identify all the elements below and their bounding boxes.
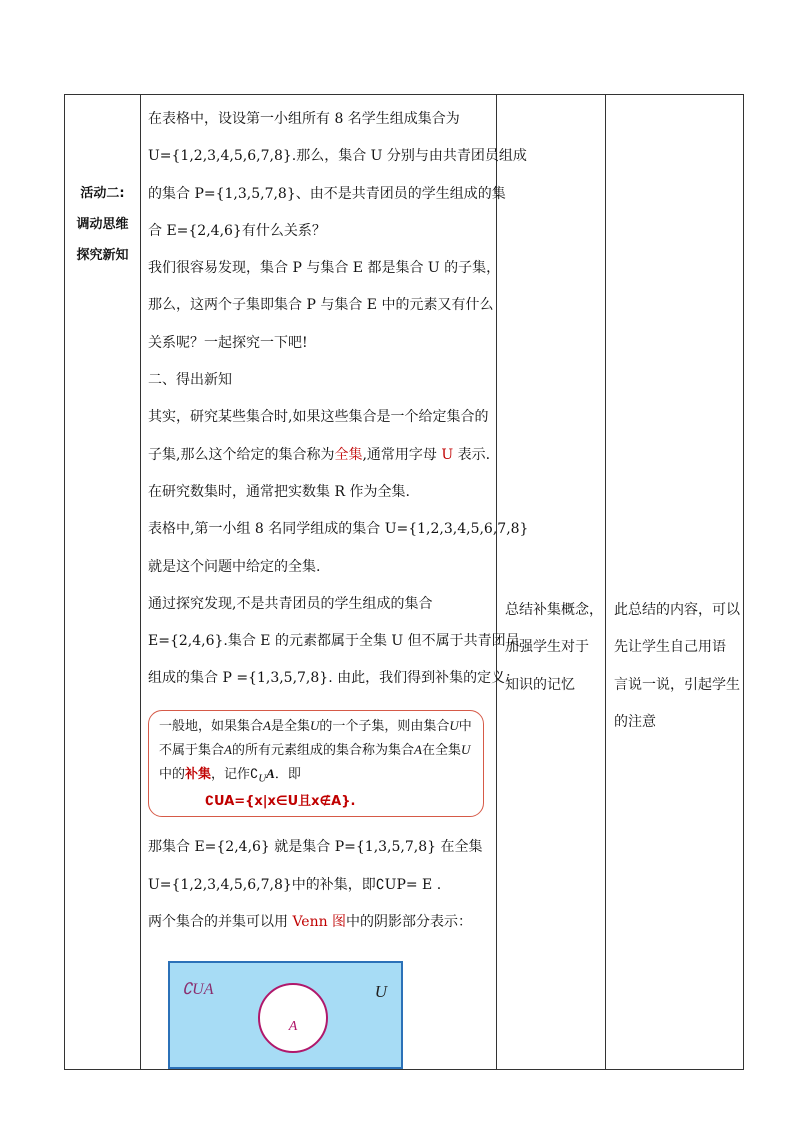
math-symbol: A: [413, 741, 422, 757]
paragraph: 就是这个问题中给定的全集.: [148, 558, 321, 575]
paragraph: [148, 904, 496, 941]
paragraph: 那么，这两个子集即集合 P 与集合 E 中的元素又有什么: [148, 297, 494, 314]
activity-title: 活动二:: [80, 186, 125, 201]
text-span: 表示.: [453, 446, 491, 463]
paragraph: 那集合 E={2,4,6} 就是集合 P={1,3,5,7,8} 在全集: [148, 839, 483, 856]
intent-cell: [497, 95, 606, 1070]
paragraph: [148, 437, 496, 474]
set-a-label: A: [288, 1019, 298, 1035]
definition-line: [159, 738, 475, 762]
text-span: 的一个子集，则由集合: [319, 718, 450, 734]
math-symbol: U: [309, 717, 320, 733]
paragraph: 关系呢？一起探究一下吧!: [148, 334, 308, 351]
note-line: 的注意: [614, 713, 656, 730]
complement-label: ∁UA: [182, 981, 214, 999]
paragraph: E={2,4,6}.集合 E 的元素都属于全集 U 但不属于共青团员: [148, 633, 520, 650]
lesson-table: [64, 94, 744, 1070]
text-span: ,通常用字母: [362, 446, 442, 463]
text-span: 一般地，如果集合: [159, 718, 264, 734]
term-complement: 补集: [185, 766, 212, 782]
note-line: 先让学生自己用语: [614, 639, 726, 656]
paragraph: 我们很容易发现，集合 P 与集合 E 都是集合 U 的子集，: [148, 260, 501, 277]
math-symbol: A: [263, 717, 271, 733]
text-span: 是全集: [270, 718, 310, 734]
paragraph: 组成的集合 P ={1,3,5,7,8}. 由此，我们得到补集的定义：: [148, 670, 520, 687]
section-heading: 二、得出新知: [148, 372, 232, 389]
note-line: 言说一说，引起学生: [614, 676, 740, 693]
activity-subtitle-1: 调动思维: [76, 217, 129, 232]
paragraph: 通过探究发现,不是共青团员的学生组成的集合: [148, 595, 433, 612]
math-subscript: U: [258, 772, 267, 785]
text-span: 中: [458, 718, 472, 734]
content-cell: [141, 95, 529, 1070]
definition-line: [159, 714, 475, 738]
text-span: 子集,那么这个给定的集合称为: [148, 446, 335, 463]
text-span: 的所有元素组成的集合称为集合: [231, 742, 414, 758]
paragraph: U={1,2,3,4,5,6,7,8}.那么，集合 U 分别与由共青团员组成: [148, 148, 527, 165]
activity-cell: [65, 95, 141, 1070]
intent-line: 总结补集概念，: [505, 602, 603, 618]
text-span: ．即: [274, 766, 301, 782]
paragraph: 表格中,第一小组 8 名同学组成的集合 U={1,2,3,4,5,6,7,8}: [148, 521, 529, 538]
paragraph: 在研究数集时，通常把实数集 R 作为全集.: [148, 483, 410, 500]
note-line: 此总结的内容，可以: [614, 602, 740, 618]
text-span: ，记作∁: [211, 766, 259, 782]
definition-line: [159, 762, 475, 791]
intent-line: 知识的记忆: [505, 676, 575, 693]
paragraph: 合 E={2,4,6}有什么关系？: [148, 222, 326, 239]
term-universal-set: 全集: [334, 446, 363, 463]
note-cell: [606, 95, 744, 1070]
math-symbol: U: [449, 717, 459, 733]
math-symbol: U: [460, 741, 471, 757]
paragraph: 其实，研究某些集合时,如果这些集合是一个给定集合的: [148, 409, 489, 426]
text-span: 在全集: [421, 742, 461, 758]
text-span: 不属于集合: [159, 742, 225, 758]
set-a-circle: [258, 983, 328, 1053]
complement-formula: ∁UA={x|x∈U且x∉A}.: [205, 794, 356, 810]
paragraph: U={1,2,3,4,5,6,7,8}中的补集，即∁UP= E .: [148, 876, 442, 893]
letter-u: U: [441, 446, 454, 463]
paragraph: 在表格中，设设第一小组所有 8 名学生组成集合为: [148, 111, 460, 127]
activity-subtitle-2: 探究新知: [76, 248, 129, 263]
intent-line: 加强学生对于: [505, 639, 589, 656]
universe-label: U: [374, 982, 387, 1002]
venn-term: Venn 图: [292, 913, 347, 930]
definition-box: [148, 710, 484, 818]
math-symbol: A: [224, 741, 232, 757]
venn-diagram: [168, 961, 403, 1069]
text-span: 中的: [159, 766, 186, 782]
paragraph: 的集合 P={1,3,5,7,8}、由不是共青团员的学生组成的集: [148, 185, 506, 202]
math-symbol: A: [266, 765, 275, 781]
text-span: 两个集合的并集可以用: [148, 913, 293, 930]
text-span: 中的阴影部分表示：: [346, 913, 473, 930]
